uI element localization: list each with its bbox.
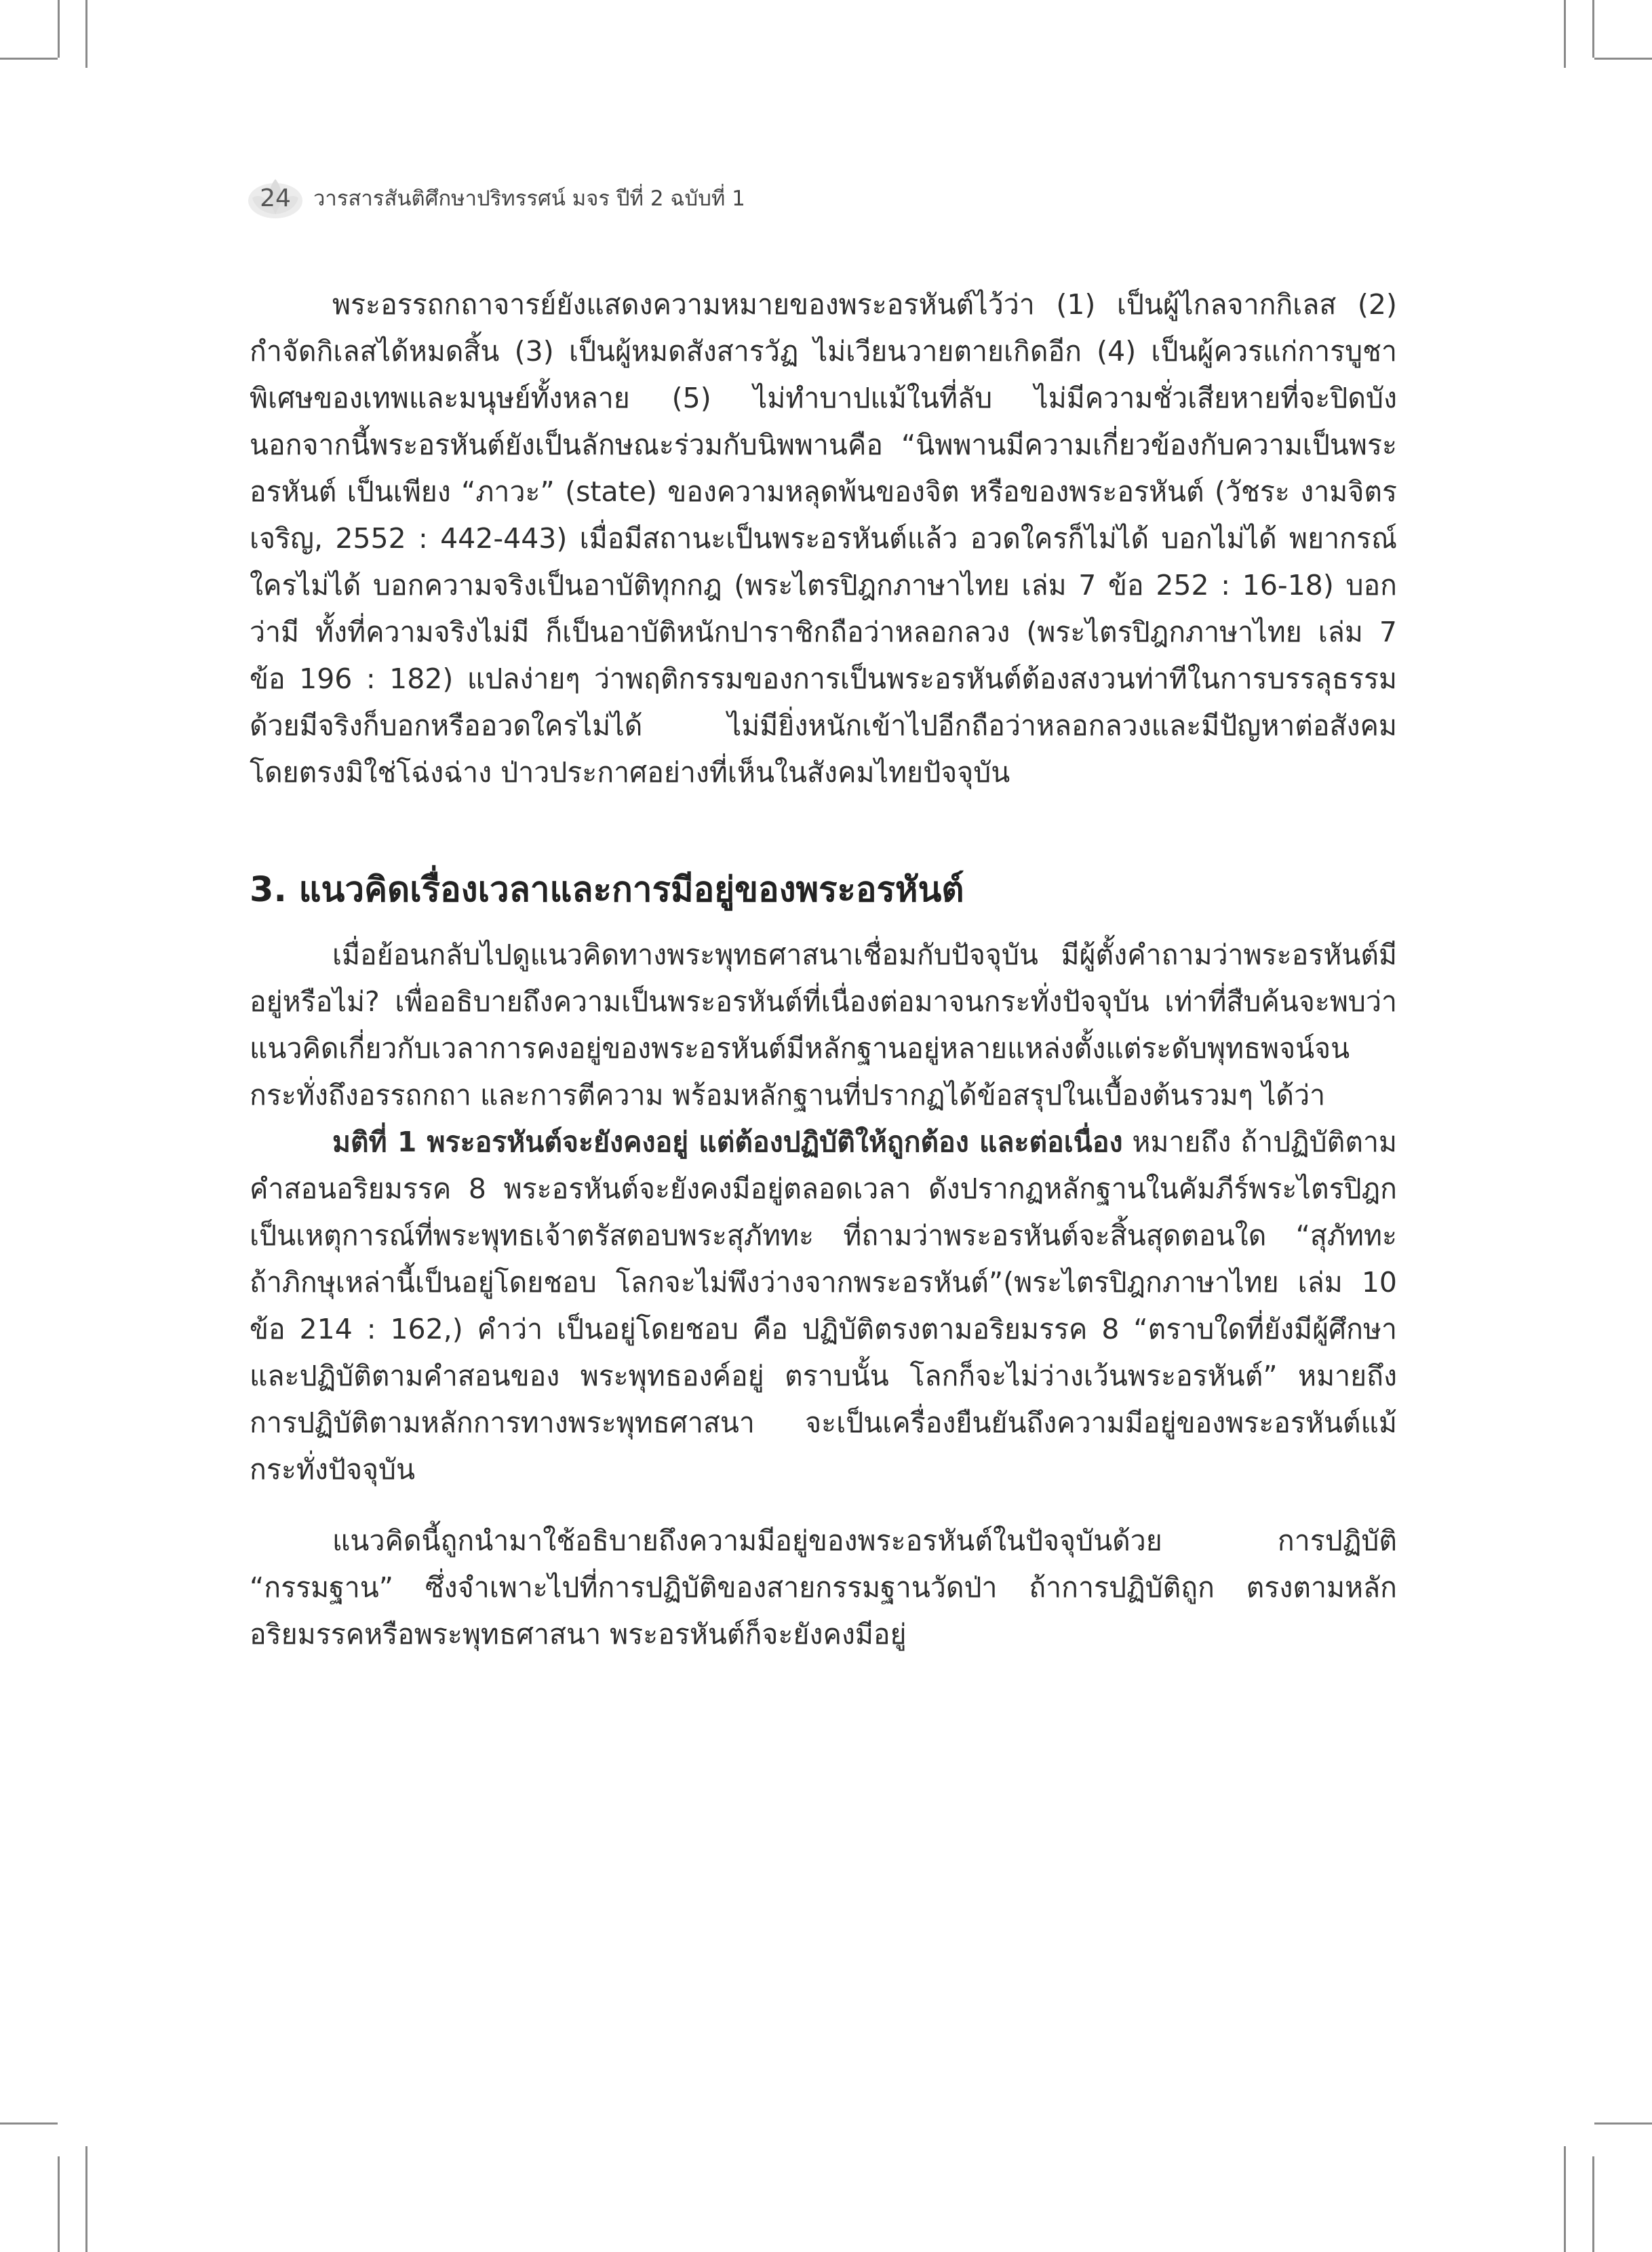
body-text: [250, 281, 1397, 1658]
lotus-icon: [243, 171, 308, 225]
page-number: 24: [260, 184, 291, 212]
paragraph: เมื่อย้อนกลับไปดูแนวคิดทางพระพุทธศาสนาเชื่อมกับปัจจุบัน มีผู้ตั้งคำถามว่าพระอรหันต์มีอยู่หรือไม่? เพื่ออธิบายถึงความเป็นพระอรหันต์ที่เนื่องต่อมาจนกระทั่งปัจจุบัน เท่าที่สืบค้นจะพบว่าแนวคิดเกี่ยวกับเวลาการคงอยู่ของพระอรหันต์มีหลักฐานอยู่หลายแหล่งตั้งแต่ระดับพุทธพจน์จนกระทั่งถึงอรรถกถา และการตีความ พร้อมหลักฐานที่ปรากฏได้ข้อสรุปในเบื้องต้นรวมๆ ได้ว่า: [250, 939, 1397, 1111]
crop-mark: [85, 2146, 87, 2252]
paragraph: [250, 1119, 1397, 1493]
crop-mark: [0, 2122, 58, 2125]
paragraph: พระอรรถกถาจารย์ยังแสดงความหมายของพระอรหันต์ไว้ว่า (1) เป็นผู้ไกลจากกิเลส (2) กำจัดกิเลสได้หมดสิ้น (3) เป็นผู้หมดสังสารวัฏ ไม่เวียนวายตายเกิดอีก (4) เป็นผู้ควรแก่การบูชาพิเศษของเทพและมนุษย์ทั้งหลาย (5) ไม่ทำบาปแม้ในที่ลับ ไม่มีความชั่วเสียหายที่จะปิดบัง นอกจากนี้พระอรหันต์ยังเป็นลักษณะร่วมกับนิพพานคือ “นิพพานมีความเกี่ยวข้องกับความเป็นพระอรหันต์ เป็นเพียง “ภาวะ” (state) ของความหลุดพ้นของจิต หรือของพระอรหันต์ (วัชระ งามจิตรเจริญ, 2552 : 442-443) เมื่อมีสถานะเป็นพระอรหันต์แล้ว อวดใครก็ไม่ได้ บอกไม่ได้ พยากรณ์ใครไม่ได้ บอกความจริงเป็นอาบัติทุกกฎ (พระไตรปิฎกภาษาไทย เล่ม 7 ข้อ 252 : 16-18) บอกว่ามี ทั้งที่ความจริงไม่มี ก็เป็นอาบัติหนักปาราชิกถือว่าหลอกลวง (พระไตรปิฎกภาษาไทย เล่ม 7 ข้อ 196 : 182) แปลง่ายๆ ว่าพฤติกรรมของการเป็นพระอรหันต์ต้องสงวนท่าทีในการบรรลุธรรมด้วยมีจริงก็บอกหรืออวดใครไม่ได้ ไม่มียิ่งหนักเข้าไปอีกถือว่าหลอกลวงและมีปัญหาต่อสังคมโดยตรงมิใช่โฉ่งฉ่าง ป่าวประกาศอย่างที่เห็นในสังคมไทยปัจจุบัน: [250, 288, 1397, 789]
crop-mark: [1594, 2122, 1652, 2125]
bold-lead-text: มติที่ 1 พระอรหันต์จะยังคงอยู่ แต่ต้องปฏิบัติให้ถูกต้อง และต่อเนื่อง: [332, 1126, 1123, 1158]
crop-mark: [1564, 0, 1566, 68]
paragraph: แนวคิดนี้ถูกนำมาใช้อธิบายถึงความมีอยู่ของพระอรหันต์ในปัจจุบันด้วย การปฏิบัติ “กรรมฐาน” ซึ่งจำเพาะไปที่การปฏิบัติของสายกรรมฐานวัดป่า ถ้าการปฏิบัติถูก ตรงตามหลักอริยมรรคหรือพระพุทธศาสนา พระอรหันต์ก็จะยังคงมีอยู่: [250, 1524, 1397, 1651]
crop-mark: [1592, 0, 1594, 58]
paragraph-text: หมายถึง ถ้าปฏิบัติตามคำสอนอริยมรรค 8 พระอรหันต์จะยังคงมีอยู่ตลอดเวลา ดังปรากฏหลักฐานในคัมภีร์พระไตรปิฎกเป็นเหตุการณ์ที่พระพุทธเจ้าตรัสตอบพระสุภัททะ ที่ถามว่าพระอรหันต์จะสิ้นสุดตอนใด “สุภัททะ ถ้าภิกษุเหล่านี้เป็นอยู่โดยชอบ โลกจะไม่พึงว่างจากพระอรหันต์”(พระไตรปิฎกภาษาไทย เล่ม 10 ข้อ 214 : 162,) คำว่า เป็นอยู่โดยชอบ คือ ปฏิบัติตรงตามอริยมรรค 8 “ตราบใดที่ยังมีผู้ศึกษาและปฏิบัติตามคำสอนของ พระพุทธองค์อยู่ ตราบนั้น โลกก็จะไม่ว่างเว้นพระอรหันต์” หมายถึง การปฏิบัติตามหลักการทางพระพุทธศาสนา จะเป็นเครื่องยืนยันถึงความมีอยู่ของพระอรหันต์แม้กระทั่งปัจจุบัน: [250, 1126, 1397, 1486]
crop-mark: [1564, 2146, 1566, 2252]
crop-mark: [58, 0, 60, 58]
crop-mark: [58, 2156, 60, 2252]
crop-mark: [85, 0, 87, 68]
crop-mark: [0, 58, 58, 60]
crop-mark: [1592, 2156, 1594, 2252]
section-heading: 3. แนวคิดเรื่องเวลาและการมีอยู่ของพระอรหันต์: [250, 870, 964, 910]
journal-title: วารสารสันติศึกษาปริทรรศน์ มจร ปีที่ 2 ฉบับที่ 1: [313, 186, 745, 211]
crop-mark: [1594, 58, 1652, 60]
running-head: [243, 171, 745, 225]
